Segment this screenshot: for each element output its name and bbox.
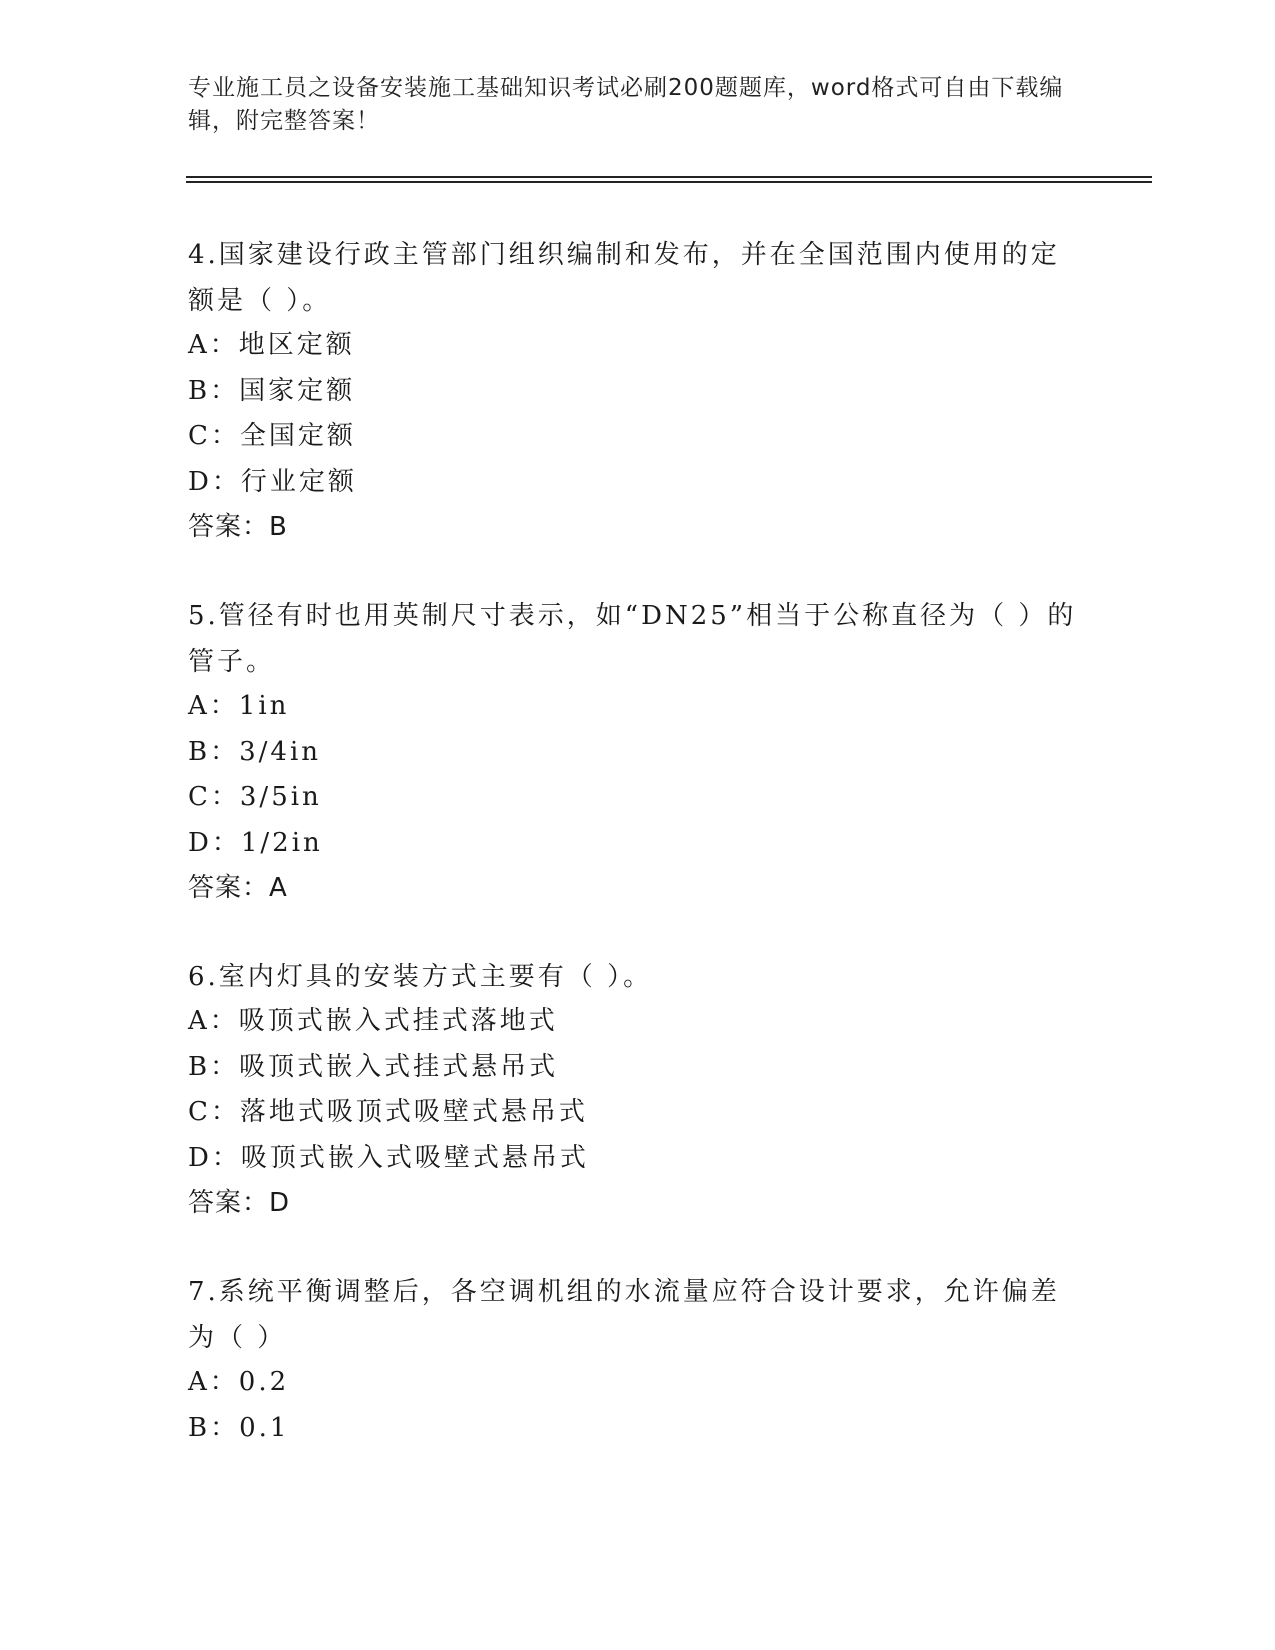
document-header: 专业施工员之设备安装施工基础知识考试必刷200题题库，word格式可自由下载编辑，附完整答案！ — [188, 75, 1064, 134]
option-b: B：吸顶式嵌入式挂式悬吊式 — [188, 1051, 559, 1082]
question-text: 7.系统平衡调整后，各空调机组的水流量应符合设计要求，允许偏差为（ ） — [188, 1277, 1060, 1353]
question-list — [188, 232, 1088, 1494]
option-d: D：行业定额 — [188, 466, 357, 497]
option-c: C：全国定额 — [188, 421, 356, 451]
question-7 — [188, 1269, 1088, 1451]
answer-line: 答案：A — [188, 873, 288, 903]
option-d: D：1/2in — [188, 827, 323, 858]
option-b: B：国家定额 — [188, 375, 356, 406]
option-c: C：3/5in — [188, 782, 322, 812]
option-a: A：0.2 — [188, 1367, 290, 1397]
header-divider-bottom — [186, 181, 1152, 183]
answer-line: 答案：D — [188, 1188, 291, 1218]
question-text: 6.室内灯具的安装方式主要有（ ）。 — [188, 962, 653, 992]
question-5 — [188, 593, 1088, 911]
option-a: A：1in — [188, 691, 290, 721]
option-a: A：吸顶式嵌入式挂式落地式 — [188, 1006, 558, 1036]
option-b: B：3/4in — [188, 736, 322, 767]
answer-line: 答案：B — [188, 512, 288, 542]
question-text: 4.国家建设行政主管部门组织编制和发布，并在全国范围内使用的定额是（ ）。 — [188, 240, 1060, 316]
option-c: C：落地式吸顶式吸壁式悬吊式 — [188, 1097, 588, 1127]
option-d: D：吸顶式嵌入式吸壁式悬吊式 — [188, 1142, 589, 1173]
header-divider-top — [186, 176, 1152, 178]
question-6 — [188, 954, 1088, 1226]
question-4 — [188, 232, 1088, 550]
question-text: 5.管径有时也用英制尺寸表示，如“DN25”相当于公称直径为（ ）的管子。 — [188, 601, 1077, 677]
option-b: B：0.1 — [188, 1412, 290, 1443]
option-a: A：地区定额 — [188, 330, 355, 360]
